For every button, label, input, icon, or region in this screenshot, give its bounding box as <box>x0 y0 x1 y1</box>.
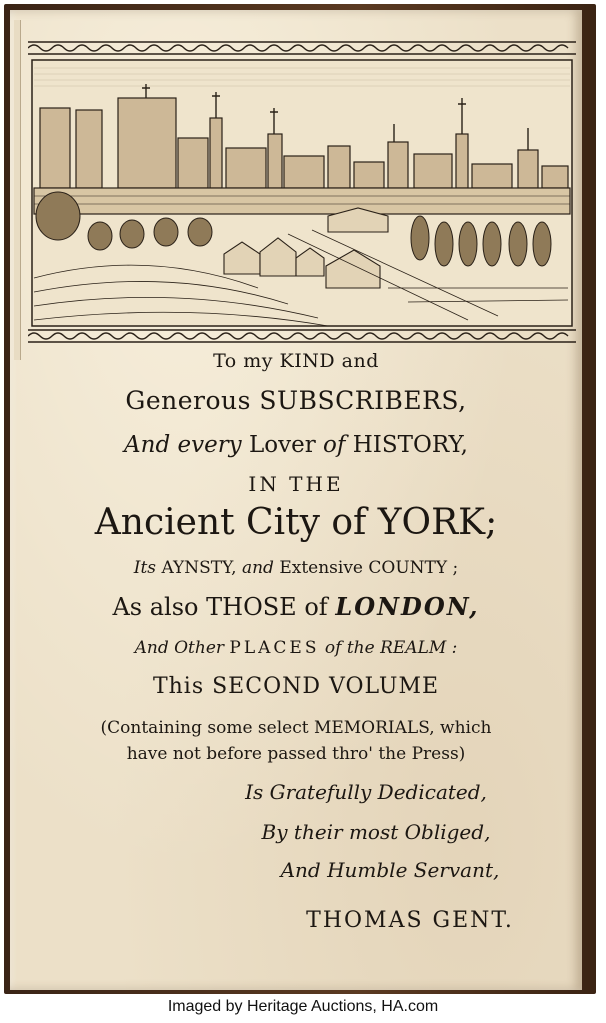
bottom-ornament-border <box>28 330 576 342</box>
dedication-line-8 <box>10 638 582 658</box>
dedication-line-5: Ancient City of YORK; <box>94 502 498 543</box>
dedication-line-12: Is Gratefully Dedicated, <box>245 780 487 804</box>
dedication-line-2: Generous SUBSCRIBERS, <box>125 386 467 415</box>
of-the-realm: of the REALM : <box>324 638 458 658</box>
and-other: And Other <box>134 638 225 658</box>
dedication-line-14: And Humble Servant, <box>280 858 500 882</box>
dedication-line-3 <box>10 432 582 458</box>
signature-thomas-gent: THOMAS GENT. <box>306 908 514 933</box>
book-binding <box>4 4 596 994</box>
dedication-line-13: By their most Obliged, <box>261 820 491 844</box>
dedication-line-4: IN THE <box>248 472 344 496</box>
and-every: And every <box>124 432 242 458</box>
dedication-line-6 <box>10 558 582 578</box>
and: and <box>241 558 274 578</box>
dedication-line-7 <box>10 592 582 621</box>
aynsty: AYNSTY, <box>161 558 237 578</box>
dedication-line-11: have not before passed thro' the Press) <box>126 744 466 764</box>
top-ornament-border <box>28 42 576 54</box>
lover: Lover <box>249 432 316 458</box>
dedication-line-1: To my KIND and <box>213 350 379 372</box>
its: Its <box>133 558 157 578</box>
as-also-those-of: As also THOSE of <box>112 593 328 621</box>
page-edge <box>14 20 21 360</box>
london: LONDON, <box>335 592 480 621</box>
dedication-line-10: (Containing some select MEMORIALS, which <box>100 718 492 738</box>
city-wall <box>34 188 570 214</box>
history: HISTORY, <box>352 432 468 458</box>
dedication-line-9: This SECOND VOLUME <box>152 674 440 699</box>
of: of <box>323 432 346 458</box>
page <box>10 10 582 990</box>
york-skyline-woodcut <box>28 38 576 348</box>
places: PLACES <box>229 638 320 658</box>
image-credit: Imaged by Heritage Auctions, HA.com <box>167 998 439 1015</box>
extensive-county: Extensive COUNTY ; <box>279 558 459 578</box>
